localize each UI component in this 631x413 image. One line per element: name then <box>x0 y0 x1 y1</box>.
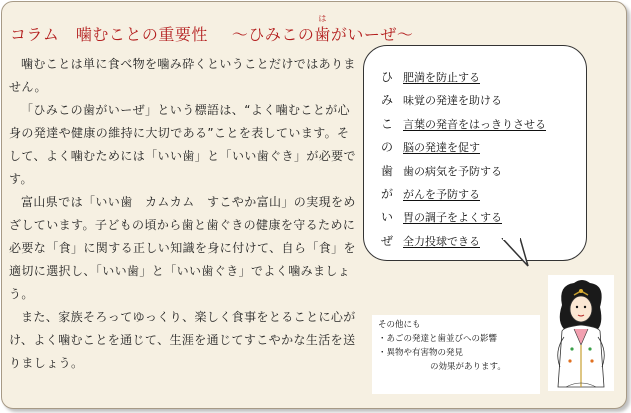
acrostic-item <box>381 113 591 136</box>
acrostic-kana: み <box>381 93 394 108</box>
subtitle-before: ～ひみこの <box>231 25 315 44</box>
acrostic-text: 言葉の発音をはっきりさせる <box>403 117 546 131</box>
acrostic-kana: 歯 <box>381 163 394 178</box>
paragraph: また、家族そろってゆっくり、楽しく食事をとることに心がけ、よく噛むことを通じて、生涯を通じてすこやかな生活を送りましょう。 <box>9 310 356 370</box>
acrostic-item <box>381 206 591 229</box>
acrostic-text: 味覚の発達を助ける <box>403 94 502 108</box>
acrostic-item <box>381 136 591 159</box>
paragraph: 「ひみこの歯がいーぜ」という標語は、“よく噛むことが心身の発達や健康の維持に大切である”ことを表しています。そして、よく噛むためには「いい歯」と「いい歯ぐき」が必要です。 <box>9 103 356 186</box>
other-benefit-item: ・あごの発達と歯並びへの影響 <box>378 334 498 344</box>
acrostic-item <box>381 230 591 253</box>
acrostic-text: 脳の発達を促す <box>403 141 480 155</box>
column-title <box>10 14 414 45</box>
other-benefits-box <box>372 315 540 394</box>
acrostic-text: がんを予防する <box>403 187 480 201</box>
acrostic-kana: ひ <box>381 70 394 84</box>
ruby-ha <box>314 14 331 45</box>
paragraph: 富山県では「いい歯 カムカム すこやか富山」の実現をめざしています。子どもの頃から歯と歯ぐきの健康を守るために必要な「食」に関する正しい知識を身に付けて、自ら「食」を適切に選択し、「いい歯」と「いい歯ぐき」でよく噛みましょう。 <box>9 195 356 301</box>
ruby-reading: は <box>318 14 327 23</box>
acrostic-kana: ぜ <box>381 233 394 248</box>
acrostic-kana: が <box>381 186 394 201</box>
acrostic-item <box>381 183 591 206</box>
acrostic-kana: い <box>381 210 394 225</box>
acrostic-text: 全力投球できる <box>403 234 480 248</box>
ruby-base: 歯 <box>314 25 331 44</box>
title-subtitle <box>231 14 414 44</box>
title-main: コラム 噛むことの重要性 <box>10 25 208 44</box>
subtitle-after: がいーぜ～ <box>330 25 414 44</box>
acrostic-kana: こ <box>381 116 394 131</box>
acrostic-kana: の <box>381 140 394 155</box>
paragraph: 噛むことは単に食べ物を噛み砕くということだけではありません。 <box>9 57 356 94</box>
acrostic-text: 歯の病気を予防する <box>403 164 502 178</box>
acrostic-text: 胃の調子をよくする <box>403 211 502 225</box>
acrostic-text: 肥満を防止する <box>403 71 480 84</box>
acrostic-item <box>381 89 591 112</box>
acrostic-list <box>381 66 591 253</box>
other-benefits-heading: その他にも <box>378 320 421 330</box>
other-benefits-closing: の効果があります。 <box>430 362 506 372</box>
himiko-illustration-icon <box>548 275 614 391</box>
acrostic-item <box>381 66 591 89</box>
other-benefit-item: ・異物や有害物の発見 <box>378 348 464 358</box>
column-body <box>9 53 357 375</box>
acrostic-item <box>381 160 591 183</box>
